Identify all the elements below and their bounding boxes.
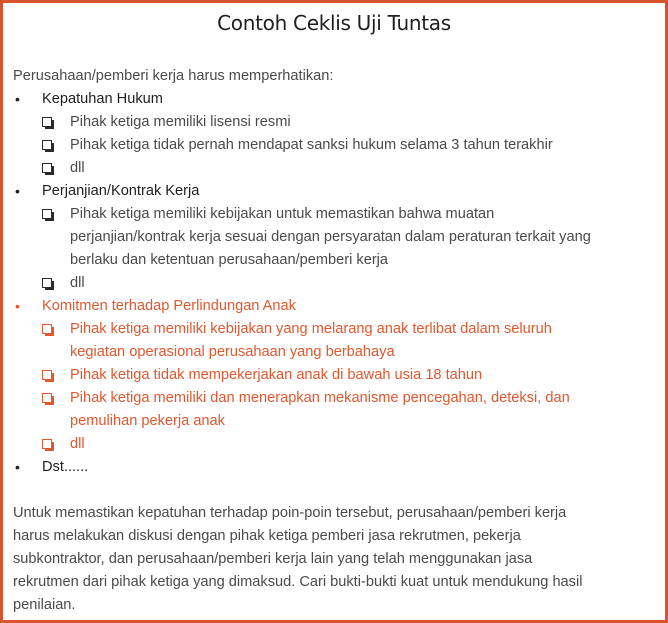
checklist-item-text: Pihak ketiga memiliki dan menerapkan mekanisme pencegahan, deteksi, dan bbox=[70, 390, 570, 406]
checkbox-icon bbox=[42, 117, 52, 127]
checkbox-icon bbox=[42, 140, 52, 150]
conclusion-line: rekrutmen dari pihak ketiga yang dimaksud. Cari bukti-bukti kuat untuk mendukung hasil bbox=[13, 574, 583, 590]
intro-text: Perusahaan/pemberi kerja harus memperhatikan: bbox=[13, 68, 334, 84]
conclusion-line: penilaian. bbox=[13, 597, 76, 613]
checklist-item-text: Pihak ketiga tidak pernah mendapat sanksi hukum selama 3 tahun terakhir bbox=[70, 137, 553, 153]
section-heading-label: Perjanjian/Kontrak Kerja bbox=[42, 183, 200, 199]
checklist-content bbox=[13, 65, 651, 617]
section-perjanjian-kontrak bbox=[13, 180, 651, 295]
conclusion-line: Untuk memastikan kepatuhan terhadap poin-poin tersebut, perusahaan/pemberi kerja bbox=[13, 505, 567, 521]
checklist-item bbox=[13, 111, 651, 134]
section-heading-label: Komitmen terhadap Perlindungan Anak bbox=[42, 298, 296, 314]
checklist-item bbox=[13, 433, 651, 456]
checkbox-icon bbox=[42, 209, 52, 219]
checklist-item bbox=[13, 387, 651, 410]
section-heading-label: Kepatuhan Hukum bbox=[42, 91, 163, 107]
checkbox-icon bbox=[42, 324, 52, 334]
checklist-item-text: Pihak ketiga memiliki lisensi resmi bbox=[70, 114, 291, 130]
page-title: Contoh Ceklis Uji Tuntas bbox=[217, 11, 451, 35]
bullet-dot-icon: • bbox=[15, 459, 20, 475]
section-heading-label: Dst...... bbox=[42, 459, 89, 475]
bullet-dot-icon: • bbox=[15, 298, 20, 314]
checklist-item-text: dll bbox=[70, 160, 85, 176]
section-heading bbox=[13, 88, 651, 111]
checkbox-icon bbox=[42, 439, 52, 449]
section-heading bbox=[13, 180, 651, 203]
checkbox-icon bbox=[42, 163, 52, 173]
conclusion-line: subkontraktor, dan perusahaan/pemberi kerja lain yang telah menggunakan jasa bbox=[13, 551, 533, 567]
section-perlindungan-anak bbox=[13, 295, 651, 456]
checkbox-icon bbox=[42, 278, 52, 288]
checklist-item-text: dll bbox=[70, 436, 85, 452]
section-heading bbox=[13, 456, 651, 479]
checklist-item bbox=[13, 364, 651, 387]
section-kepatuhan-hukum bbox=[13, 88, 651, 180]
checklist-item-text: dll bbox=[70, 275, 85, 291]
checklist-item bbox=[13, 203, 651, 226]
checklist-item-continuation: kegiatan operasional perusahaan yang berbahaya bbox=[70, 344, 395, 360]
checklist-item-text: Pihak ketiga memiliki kebijakan yang melarang anak terlibat dalam seluruh bbox=[70, 321, 552, 337]
checkbox-icon bbox=[42, 370, 52, 380]
bullet-dot-icon: • bbox=[15, 183, 20, 199]
checklist-item-continuation: perjanjian/kontrak kerja sesuai dengan persyaratan dalam peraturan terkait yang bbox=[70, 229, 591, 245]
conclusion-line: harus melakukan diskusi dengan pihak ketiga pemberi jasa rekrutmen, pekerja bbox=[13, 528, 521, 544]
checklist-item bbox=[13, 272, 651, 295]
conclusion-paragraph bbox=[13, 502, 651, 617]
checklist-item-text: Pihak ketiga memiliki kebijakan untuk memastikan bahwa muatan bbox=[70, 206, 495, 222]
checklist-item bbox=[13, 134, 651, 157]
checklist-item bbox=[13, 157, 651, 180]
checklist-item-continuation: berlaku dan ketentuan perusahaan/pemberi kerja bbox=[70, 252, 389, 268]
checklist-item-continuation: pemulihan pekerja anak bbox=[70, 413, 225, 429]
bullet-dot-icon: • bbox=[15, 91, 20, 107]
checklist-item bbox=[13, 318, 651, 341]
checklist-item-text: Pihak ketiga tidak mempekerjakan anak di bawah usia 18 tahun bbox=[70, 367, 483, 383]
section-dst bbox=[13, 456, 651, 479]
section-heading bbox=[13, 295, 651, 318]
checkbox-icon bbox=[42, 393, 52, 403]
